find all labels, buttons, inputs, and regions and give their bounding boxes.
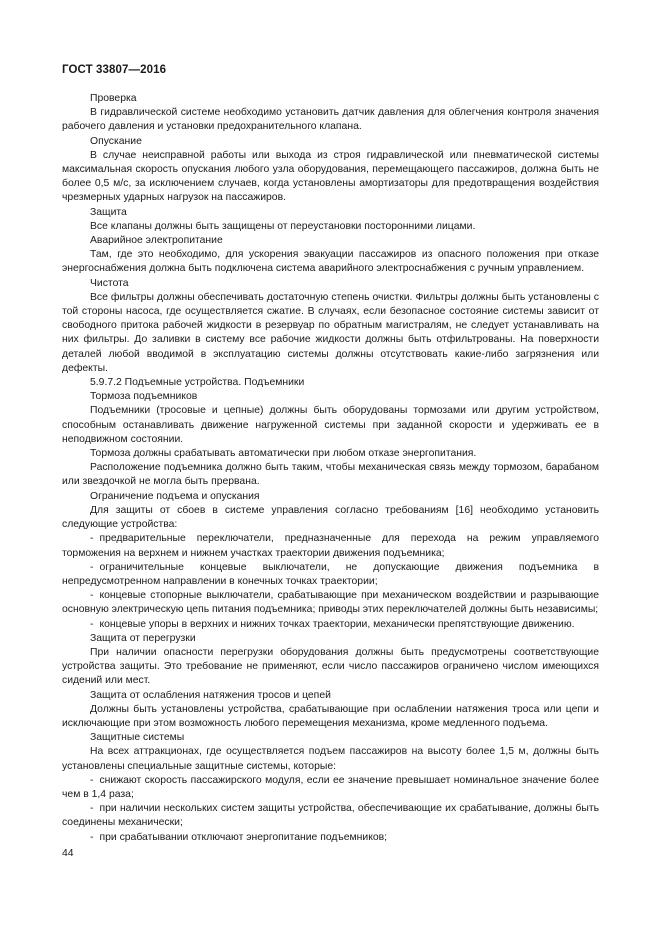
list-item bbox=[62, 774, 599, 802]
paragraph: На всех аттракционах, где осуществляется подъем пассажиров на высоту более 1,5 м, должны быть установлены специальные защитные системы, которые: bbox=[62, 746, 599, 772]
list-item-text: концевые упоры в верхних и нижних точках траектории, механически препятствующие движению. bbox=[99, 618, 575, 630]
paragraph: Все клапаны должны быть защищены от переустановки посторонними лицами. bbox=[90, 220, 476, 232]
list-item-text: при срабатывании отключают энергопитание подъемников; bbox=[99, 831, 388, 843]
list-item bbox=[62, 831, 599, 845]
section-heading: Защита bbox=[90, 206, 127, 218]
section-heading: Опускание bbox=[90, 135, 142, 147]
page-number: 44 bbox=[62, 848, 74, 859]
paragraph: Все фильтры должны обеспечивать достаточную степень очистки. Фильтры должны быть установлены с той стороны насоса, где осуществляется сжатие. В случаях, если безопасное состояние системы зависит от свободного притока рабочей жидкости в резервуар по обратным магистралям, не следует устанавливать на них фильтры. До заливки в систему все рабочие жидкости должны быть отфильтрованы. На поверхности деталей любой вводимой в эксплуатацию системы должны отсутствовать какие-либо загрязнения или дефекты. bbox=[62, 291, 599, 374]
paragraph: Подъемники (тросовые и цепные) должны быть оборудованы тормозами или другим устройством, способным останавливать движение нагруженной системы при заданной скорости и удерживать ее в неподвижном состоянии. bbox=[62, 405, 599, 445]
list-dash: - bbox=[90, 533, 94, 545]
list-item-text: ограничительные концевые выключатели, не допускающие движения подъемника в непредусмотренном направлении в конечных точках траектории; bbox=[62, 561, 599, 587]
document-body bbox=[62, 92, 599, 845]
section-heading: Защита от ослабления натяжения тросов и цепей bbox=[90, 689, 331, 701]
list-item bbox=[62, 561, 599, 589]
paragraph: В гидравлической системе необходимо установить датчик давления для облегчения контроля значения рабочего давления и установки предохранительного клапана. bbox=[62, 107, 599, 133]
section-heading: Ограничение подъема и опускания bbox=[90, 490, 260, 502]
standard-header: ГОСТ 33807—2016 bbox=[62, 64, 167, 76]
paragraph: Расположение подъемника должно быть таким, чтобы механическая связь между тормозом, барабаном или звездочкой не могла быть прервана. bbox=[62, 462, 599, 488]
list-item-text: снижают скорость пассажирского модуля, если ее значение превышает номинальное значение более чем в 1,4 раза; bbox=[62, 774, 599, 800]
list-dash: - bbox=[90, 774, 94, 786]
section-heading: Защита от перегрузки bbox=[90, 632, 196, 644]
paragraph: Там, где это необходимо, для ускорения эвакуации пассажиров из опасного положения при отказе энергоснабжения должна быть подключена система аварийного электроснабжения с ручным управлением. bbox=[62, 249, 599, 275]
list-dash: - bbox=[90, 803, 94, 815]
paragraph: В случае неисправной работы или выхода из строя гидравлической или пневматической системы максимальная скорость опускания любого узла оборудования, перемещающего пассажиров, должна быть не более 0,5 м/с, за исключением случаев, когда установлены амортизаторы для предотвращения воздействия чрезмерных ударных нагрузок на пассажиров. bbox=[62, 149, 599, 204]
section-heading: 5.9.7.2 Подъемные устройства. Подъемники bbox=[90, 377, 305, 389]
list-item bbox=[62, 618, 599, 632]
section-heading: Чистота bbox=[90, 277, 129, 289]
list-dash: - bbox=[90, 831, 94, 843]
list-item bbox=[62, 802, 599, 830]
list-item-text: при наличии нескольких систем защиты устройства, обеспечивающие их срабатывание, должны быть соединены механически; bbox=[62, 803, 599, 829]
section-heading: Аварийное электропитание bbox=[90, 235, 223, 247]
list-item-text: концевые стопорные выключатели, срабатывающие при механическом воздействии и разрывающие основную электрическую цепь питания подъемника; приводы этих переключателей должны быть независимы; bbox=[62, 590, 599, 616]
paragraph: При наличии опасности перегрузки оборудования должны быть предусмотрены соответствующие устройства защиты. Это требование не применяют, если число пассажиров ограничено числом имеющихся сидений или мест. bbox=[62, 646, 599, 687]
section-heading: Защитные системы bbox=[90, 732, 185, 744]
section-heading: Тормоза подъемников bbox=[90, 391, 198, 403]
paragraph: Для защиты от сбоев в системе управления согласно требованиям [16] необходимо установить следующие устройства: bbox=[62, 504, 599, 531]
section-heading: Проверка bbox=[90, 93, 137, 104]
list-dash: - bbox=[90, 590, 94, 602]
paragraph: Должны быть установлены устройства, срабатывающие при ослаблении натяжения троса или цепи и исключающие при этом возможность любого перемещения механизма, кроме медленного подъема. bbox=[62, 703, 599, 729]
list-dash: - bbox=[90, 561, 94, 573]
list-item bbox=[62, 589, 599, 617]
paragraph: Тормоза должны срабатывать автоматически при любом отказе энергопитания. bbox=[90, 448, 477, 460]
list-item bbox=[62, 532, 599, 560]
list-item-text: предварительные переключатели, предназначенные для перехода на режим управляемого торможения на верхнем и нижнем участках траектории движения подъемника; bbox=[62, 533, 599, 559]
list-dash: - bbox=[90, 618, 94, 630]
